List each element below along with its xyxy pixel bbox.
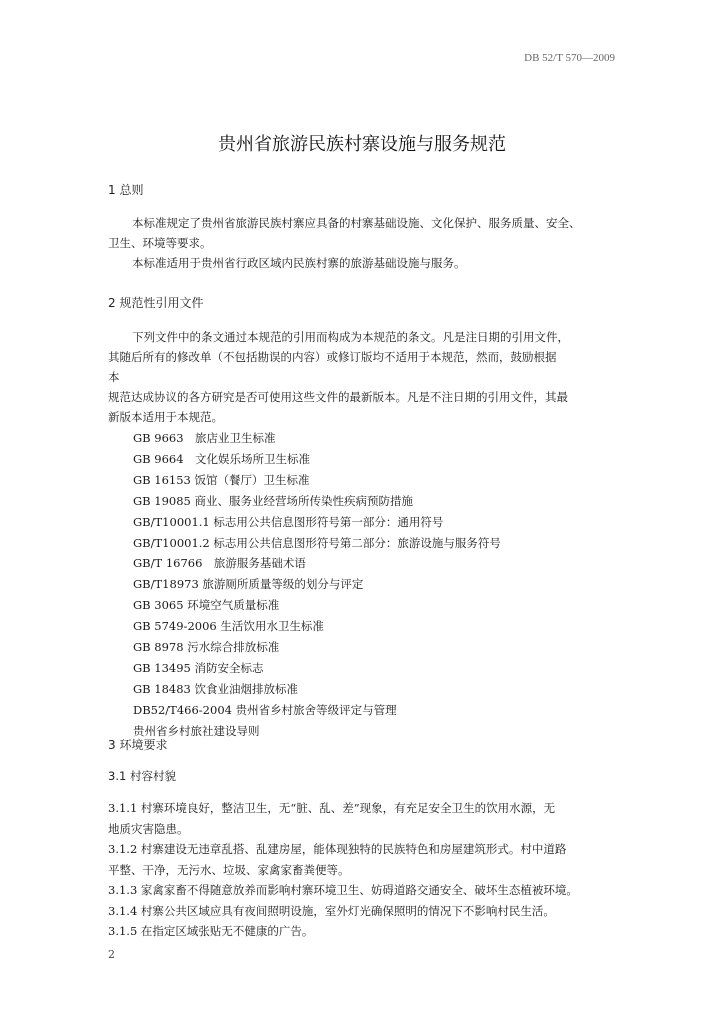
- clause-line: 地质灾害隐患。: [108, 821, 189, 836]
- page-number: 2: [108, 948, 115, 961]
- reference-item: DB52/T466-2004 贵州省乡村旅舍等级评定与管理: [133, 702, 397, 717]
- section-3-1-heading: 3.1 村容村貌: [108, 769, 176, 783]
- reference-item: GB 3065 环境空气质量标准: [133, 598, 280, 613]
- section-1-para1-line1: 本标准规定了贵州省旅游民族村寨应具备的村寨基础设施、文化保护、服务质量、安全、: [132, 216, 581, 230]
- reference-item: GB/T10001.1 标志用公共信息图形符号第一部分：通用符号: [133, 514, 444, 529]
- section-1-para1-line2: 卫生、环境等要求。: [108, 236, 212, 250]
- clause-line: 3.1.3 家禽家畜不得随意放养而影响村寨环境卫生、妨碍道路交通安全、破坏生态植被环境。: [108, 883, 578, 897]
- clause-line: 平整、干净，无污水、垃圾、家禽家畜粪便等。: [108, 862, 350, 877]
- reference-item: GB 18483 饮食业油烟排放标准: [133, 681, 299, 696]
- reference-list: [133, 428, 501, 742]
- section-2-intro-line: 新版本适用于本规范。: [108, 410, 223, 424]
- clause-line: 3.1.4 村寨公共区域应具有夜间照明设施，室外灯光确保照明的情况下不影响村民生活。: [108, 903, 555, 918]
- section-2-intro: [108, 327, 618, 427]
- clause-line: 3.1.1 村寨环境良好，整洁卫生，无“脏、乱、差”现象，有充足安全卫生的饮用水源，无: [108, 801, 556, 815]
- section-1-heading: 1 总则: [108, 183, 144, 197]
- reference-item: GB 9664 文化娱乐场所卫生标准: [133, 451, 311, 466]
- reference-item: GB 19085 商业、服务业经营场所传染性疾病预防措施: [133, 493, 414, 508]
- document-code: DB 52/T 570—2009: [524, 52, 615, 64]
- section-3-heading: 3 环境要求: [108, 738, 168, 752]
- reference-item: GB/T 16766 旅游服务基础术语: [133, 556, 306, 571]
- clause-line: 3.1.2 村寨建设无违章乱搭、乱建房屋，能体现独特的民族特色和房屋建筑形式。村中道路: [108, 842, 567, 856]
- section-3-clauses: [108, 798, 620, 942]
- section-2-intro-line: 规范达成协议的各方研究是否可使用这些文件的最新版本。凡是不注日期的引用文件，其最: [108, 390, 568, 404]
- reference-item: GB 5749-2006 生活饮用水卫生标准: [133, 619, 324, 634]
- reference-item: GB 16153 饭馆（餐厅）卫生标准: [133, 472, 310, 487]
- clause-line: 3.1.5 在指定区域张贴无不健康的广告。: [108, 924, 314, 938]
- section-2-intro-line: 本: [108, 370, 120, 384]
- reference-item: GB 13495 消防安全标志: [133, 660, 264, 675]
- reference-item: GB 9663 旅店业卫生标准: [133, 431, 276, 445]
- section-2-intro-line: 下列文件中的条文通过本规范的引用而构成为本规范的条文。凡是注日期的引用文件，: [132, 330, 569, 344]
- section-1-body: [108, 213, 618, 273]
- reference-item: GB 8978 污水综合排放标准: [133, 640, 280, 655]
- section-2-heading: 2 规范性引用文件: [108, 296, 204, 310]
- section-1-para2: 本标准适用于贵州省行政区域内民族村寨的旅游基础设施与服务。: [132, 256, 466, 270]
- reference-item: 贵州省乡村旅社建设导则: [133, 723, 260, 738]
- section-2-intro-line: 其随后所有的修改单（不包括勘误的内容）或修订版均不适用于本规范，然而，鼓励根据: [108, 350, 557, 364]
- reference-item: GB/T10001.2 标志用公共信息图形符号第二部分：旅游设施与服务符号: [133, 535, 501, 550]
- reference-item: GB/T18973 旅游厕所质量等级的划分与评定: [133, 577, 364, 592]
- page-title: 贵州省旅游民族村寨设施与服务规范: [218, 134, 506, 155]
